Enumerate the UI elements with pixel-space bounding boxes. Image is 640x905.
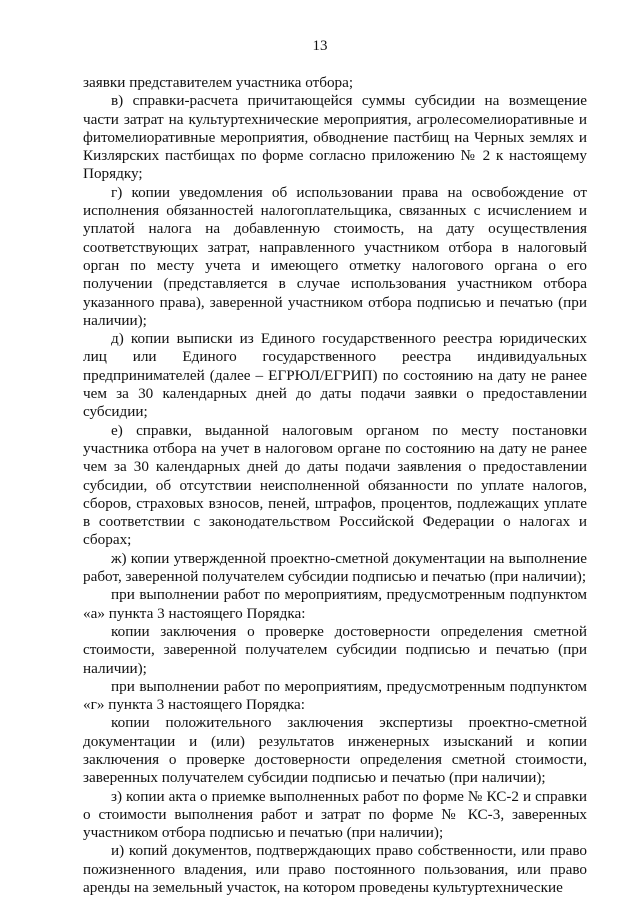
paragraph-item-d: д) копии выписки из Единого государственного реестра юридических лиц или Единого государственного реестра индивидуальных предпринимателей (далее – ЕГРЮЛ/ЕГРИП) по состоянию на дату не ранее чем за 30 календарных дней до даты подачи заявки о предоставлении субсидии; [83,330,587,421]
paragraph-item-i: и) копий документов, подтверждающих право собственности, или право пожизненного владения, или право постоянного пользования, или право аренды на земельный участок, на котором проведены культуртехнические [83,842,587,897]
paragraph-item-e: е) справки, выданной налоговым органом по месту постановки участника отбора на учет в налоговом органе по состоянию на дату не ранее чем за 30 календарных дней до даты подачи заявления о предоставлении субсидии, об отсутствии неисполненной обязанности по уплате налогов, сборов, страховых взносов, пеней, штрафов, процентов, подлежащих уплате в соответствии с законодательством Российской Федерации о налогах и сборах; [83,421,587,549]
document-body [83,74,587,897]
paragraph-item-zh: ж) копии утвержденной проектно-сметной документации на выполнение работ, заверенной получателем субсидии подписью и печатью (при наличии); [83,549,587,586]
paragraph-condition-g: при выполнении работ по мероприятиям, предусмотренным подпунктом «г» пункта 3 настоящего Порядка: [83,677,587,714]
paragraph-copies-conclusion: копии заключения о проверке достоверности определения сметной стоимости, заверенной получателем субсидии подписью и печатью (при наличии); [83,622,587,677]
paragraph-item-g: г) копии уведомления об использовании права на освобождение от исполнения обязанностей налогоплательщика, связанных с исчислением и уплатой налога на добавленную стоимость, на дату осуществления соответствующих затрат, направленного участником отбора в налоговый орган по месту учета и имеющего отметку налогового органа о его получении (представляется в случае использования участником отбора указанного права), заверенной участником отбора подписью и печатью (при наличии); [83,183,587,329]
paragraph-item-z: з) копии акта о приемке выполненных работ по форме № КС-2 и справки о стоимости выполнения работ и затрат по форме № КС-3, заверенных участником отбора подписью и печатью (при наличии); [83,787,587,842]
page-number: 13 [312,38,328,54]
paragraph-copies-expertise: копии положительного заключения экспертизы проектно-сметной документации и (или) результатов инженерных изысканий и копии заключения о проверке достоверности определения сметной стоимости, заверенных получателем субсидии подписью и печатью (при наличии); [83,714,587,787]
paragraph-continuation: заявки представителем участника отбора; [83,74,354,91]
paragraph-condition-a: при выполнении работ по мероприятиям, предусмотренным подпунктом «а» пункта 3 настоящего Порядка: [83,586,587,622]
paragraph-item-v: в) справки-расчета причитающейся суммы субсидии на возмещение части затрат на культуртехнические мероприятия, агролесомелиоративные и фитомелиоративные мероприятия, обводнение пастбищ на Черных землях и Кизлярских пастбищах по форме согласно приложению № 2 к настоящему Порядку; [83,92,587,183]
